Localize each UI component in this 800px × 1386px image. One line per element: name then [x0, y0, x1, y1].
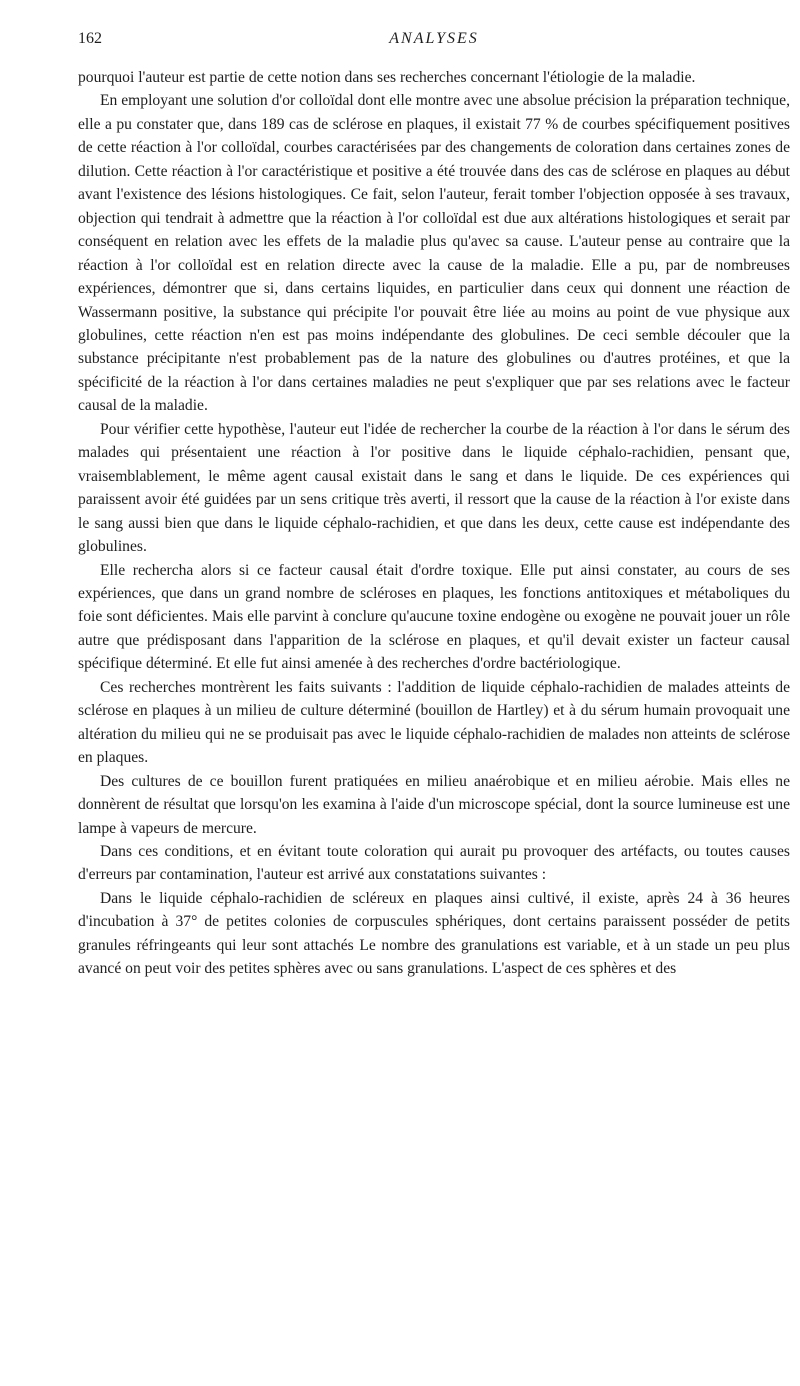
running-head: ANALYSES [389, 30, 479, 47]
document-page [78, 30, 790, 981]
page-header [78, 30, 790, 58]
paragraph: Elle rechercha alors si ce facteur causal était d'ordre toxique. Elle put ainsi constater, au cours de ses expériences, que dans un grand nombre de scléroses en plaques, les fonctions antitoxiques et métaboliques du foie sont déficientes. Mais elle parvint à conclure qu'aucune toxine endogène ou exogène ne pouvait jouer un rôle autre que prédisposant dans l'apparition de la sclérose en plaques, et qu'il devait exister un facteur causal spécifique déterminé. Et elle fut ainsi amenée à des recherches d'ordre bactériologique. [78, 561, 790, 673]
paragraph: pourquoi l'auteur est partie de cette notion dans ses recherches concernant l'étiologie de la maladie. [78, 69, 696, 86]
paragraph: Ces recherches montrèrent les faits suivants : l'addition de liquide céphalo-rachidien de malades atteints de sclérose en plaques à un milieu de culture déterminé (bouillon de Hartley) et à du sérum humain provoquait une altération du milieu qui ne se produisait pas avec le liquide céphalo-rachidien de malades non atteints de sclérose en plaques. [78, 678, 790, 767]
paragraph: Dans le liquide céphalo-rachidien de scléreux en plaques ainsi cultivé, il existe, après 24 à 36 heures d'incubation à 37° de petites colonies de corpuscules sphériques, dont certains paraissent posséder de petits granules réfringeants qui leur sont attachés Le nombre des granulations est variable, et à un stade un peu plus avancé on peut voir des petites sphères avec ou sans granulations. L'aspect de ces sphères et des [78, 889, 790, 978]
paragraph: Pour vérifier cette hypothèse, l'auteur eut l'idée de rechercher la courbe de la réaction à l'or dans le sérum des malades qui présentaient une réaction à l'or positive dans le liquide céphalo-rachidien, pensant que, vraisemblablement, le même agent causal existait dans le sang et dans le liquide. De ces expériences qui paraissent avoir été guidées par un sens critique très averti, il ressort que la cause de la réaction à l'or existe dans le sang aussi bien que dans le liquide céphalo-rachidien, et que dans les deux, cette cause est indépendante des globulines. [78, 420, 790, 556]
page-number: 162 [78, 30, 102, 47]
paragraph: En employant une solution d'or colloïdal dont elle montre avec une absolue précision la préparation technique, elle a pu constater que, dans 189 cas de sclérose en plaques, il existait 77 % de courbes spécifiquement positives de cette réaction à l'or colloïdal, courbes caractérisées par des changements de coloration dans certaines zones de dilution. Cette réaction à l'or caractéristique et positive a été trouvée dans des cas de sclérose en plaques au début avant l'existence des lésions histologiques. Ce fait, selon l'auteur, ferait tomber l'objection opposée à ses travaux, objection qui tendrait à admettre que la réaction à l'or colloïdal est due aux altérations histologiques et serait par conséquent en relation avec les effets de la maladie plus qu'avec sa cause. L'auteur pense au contraire que la réaction à l'or colloïdal est en relation directe avec la cause de la maladie. Elle a pu, par de nombreuses expériences, démontrer que si, dans certains liquides, en particulier dans ceux qui donnent une réaction de Wassermann positive, la substance qui précipite l'or pouvait être liée au moins au point de vue physique aux globulines, cette réaction n'en est pas moins indépendante des globulines. De ceci semble découler que la substance précipitante n'est probablement pas de la nature des globulines ou d'autres protéines, et que la spécificité de la réaction à l'or dans certaines maladies ne peut s'expliquer que par ses relations avec le facteur causal de la maladie. [78, 92, 790, 415]
paragraph: Dans ces conditions, et en évitant toute coloration qui aurait pu provoquer des artéfacts, ou toutes causes d'erreurs par contamination, l'auteur est arrivé aux constatations suivantes : [78, 842, 790, 884]
paragraph: Des cultures de ce bouillon furent pratiquées en milieu anaérobique et en milieu aérobie. Mais elles ne donnèrent de résultat que lorsqu'on les examina à l'aide d'un microscope spécial, dont la source lumineuse est une lampe à vapeurs de mercure. [78, 772, 790, 837]
body-text [78, 66, 790, 981]
